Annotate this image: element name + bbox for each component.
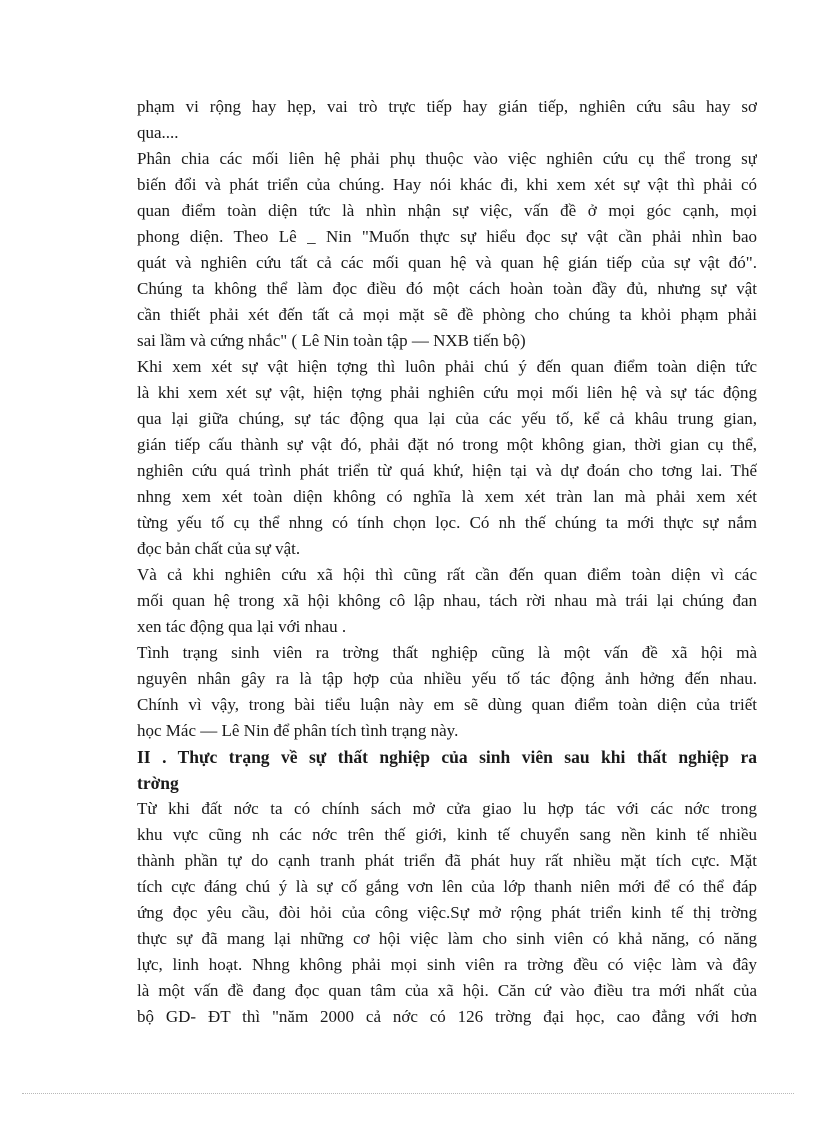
document-page <box>137 94 757 1030</box>
text-line: bộ GD- ĐT thì "năm 2000 cả nớc có 126 trờng đại học, cao đẳng với hơn <box>137 1007 757 1026</box>
text-line: thực sự đã mang lại những cơ hội việc làm cho sinh viên có khả năng, có năng <box>137 929 757 948</box>
page-footer-divider <box>22 1093 794 1094</box>
text-line: quan điểm toàn diện tức là nhìn nhận sự việc, vấn đề ở mọi góc cạnh, mọi <box>137 201 757 220</box>
text-line: cần thiết phải xét đến tất cả mọi mặt sẽ đề phòng cho chúng ta khỏi phạm phải <box>137 305 757 324</box>
paragraph-unemployment-intro <box>137 640 757 744</box>
text-line: qua lại giữa chúng, sự tác động qua lại của các yếu tố, kể cả khâu trung gian, <box>137 409 757 428</box>
text-line: qua.... <box>137 123 179 142</box>
text-line: phong diện. Theo Lê _ Nin "Muốn thực sự hiểu đọc sự vật cần phải nhìn bao <box>137 227 757 246</box>
text-line: Chúng ta không thể làm đọc điều đó một cách hoàn toàn đầy đủ, nhưng sự vật <box>137 279 757 298</box>
heading-line: trờng <box>137 773 179 793</box>
text-line: sai lầm và cứng nhắc" ( Lê Nin toàn tập — NXB tiến bộ) <box>137 331 526 350</box>
heading-line: II . Thực trạng về sự thất nghiệp của sinh viên sau khi thất nghiệp ra <box>137 747 757 767</box>
text-line: Từ khi đất nớc ta có chính sách mở cửa giao lu hợp tác với các nớc trong <box>137 799 757 818</box>
text-line: quát và nghiên cứu tất cả các mối quan hệ và quan hệ gián tiếp của sự vật đó". <box>137 253 757 272</box>
section-heading <box>137 744 757 796</box>
text-line: nguyên nhân gây ra là tập hợp của nhiều yếu tố tác động ảnh hởng đến nhau. <box>137 669 757 688</box>
text-line: mối quan hệ trong xã hội không cô lập nhau, tách rời nhau mà trái lại chúng đan <box>137 591 757 610</box>
text-line: nghiên cứu quá trình phát triển từ quá khứ, hiện tại và dự đoán cho tơng lai. Thế <box>137 461 757 480</box>
text-line: Phân chia các mối liên hệ phải phụ thuộc vào việc nghiên cứu cụ thể trong sự <box>137 149 757 168</box>
paragraph-division-of-relations <box>137 146 757 354</box>
text-line: là một vấn đề đang đọc quan tâm của xã hội. Căn cứ vào điều tra mới nhất của <box>137 981 757 1000</box>
text-line: khu vực cũng nh các nớc trên thế giới, kinh tế chuyển sang nền kinh tế nhiều <box>137 825 757 844</box>
text-line: biến đổi và phát triển của chúng. Hay nói khác đi, khi xem xét sự vật thì phải có <box>137 175 757 194</box>
text-line: nhng xem xét toàn diện không có nghĩa là xem xét tràn lan mà phải xem xét <box>137 487 757 506</box>
text-line: Tình trạng sinh viên ra trờng thất nghiệp cũng là một vấn đề xã hội mà <box>137 643 757 662</box>
text-line: từng yếu tố cụ thể nhng có tính chọn lọc. Có nh thế chúng ta mới thực sự nắm <box>137 513 757 532</box>
text-line: xen tác động qua lại với nhau . <box>137 617 347 636</box>
text-line: phạm vi rộng hay hẹp, vai trò trực tiếp hay gián tiếp, nghiên cứu sâu hay sơ <box>137 97 757 116</box>
text-line: đọc bản chất của sự vật. <box>137 539 301 558</box>
text-line: học Mác — Lê Nin để phân tích tình trạng này. <box>137 721 459 740</box>
text-line: ứng đọc yêu cầu, đòi hỏi của công việc.Sự mở rộng phát triển kinh tế thị trờng <box>137 903 757 922</box>
text-line: Và cả khi nghiên cứu xã hội thì cũng rất cần đến quan điểm toàn diện vì các <box>137 565 757 584</box>
text-line: thành phần tự do cạnh tranh phát triển đã phát huy rất nhiều mặt tích cực. Mặt <box>137 851 757 870</box>
text-line: tích cực đáng chú ý là sự cố gắng vơn lên của lớp thanh niên mới để có thể đáp <box>137 877 757 896</box>
text-line: Khi xem xét sự vật hiện tợng thì luôn phải chú ý đến quan điểm toàn diện tức <box>137 357 757 376</box>
paragraph-comprehensive-view <box>137 354 757 562</box>
paragraph-social-research <box>137 562 757 640</box>
paragraph-intro-continuation <box>137 94 757 146</box>
text-line: là khi xem xét sự vật, hiện tợng phải nghiên cứu mọi mối liên hệ và sự tác động <box>137 383 757 402</box>
paragraph-open-door-policy <box>137 796 757 1030</box>
text-line: gián tiếp cấu thành sự vật đó, phải đặt nó trong một không gian, thời gian cụ thể, <box>137 435 757 454</box>
text-line: lực, linh hoạt. Nhng không phải mọi sinh viên ra trờng đều có việc làm và đây <box>137 955 757 974</box>
text-line: Chính vì vậy, trong bài tiểu luận này em sẽ dùng quan điểm toàn diện của triết <box>137 695 757 714</box>
